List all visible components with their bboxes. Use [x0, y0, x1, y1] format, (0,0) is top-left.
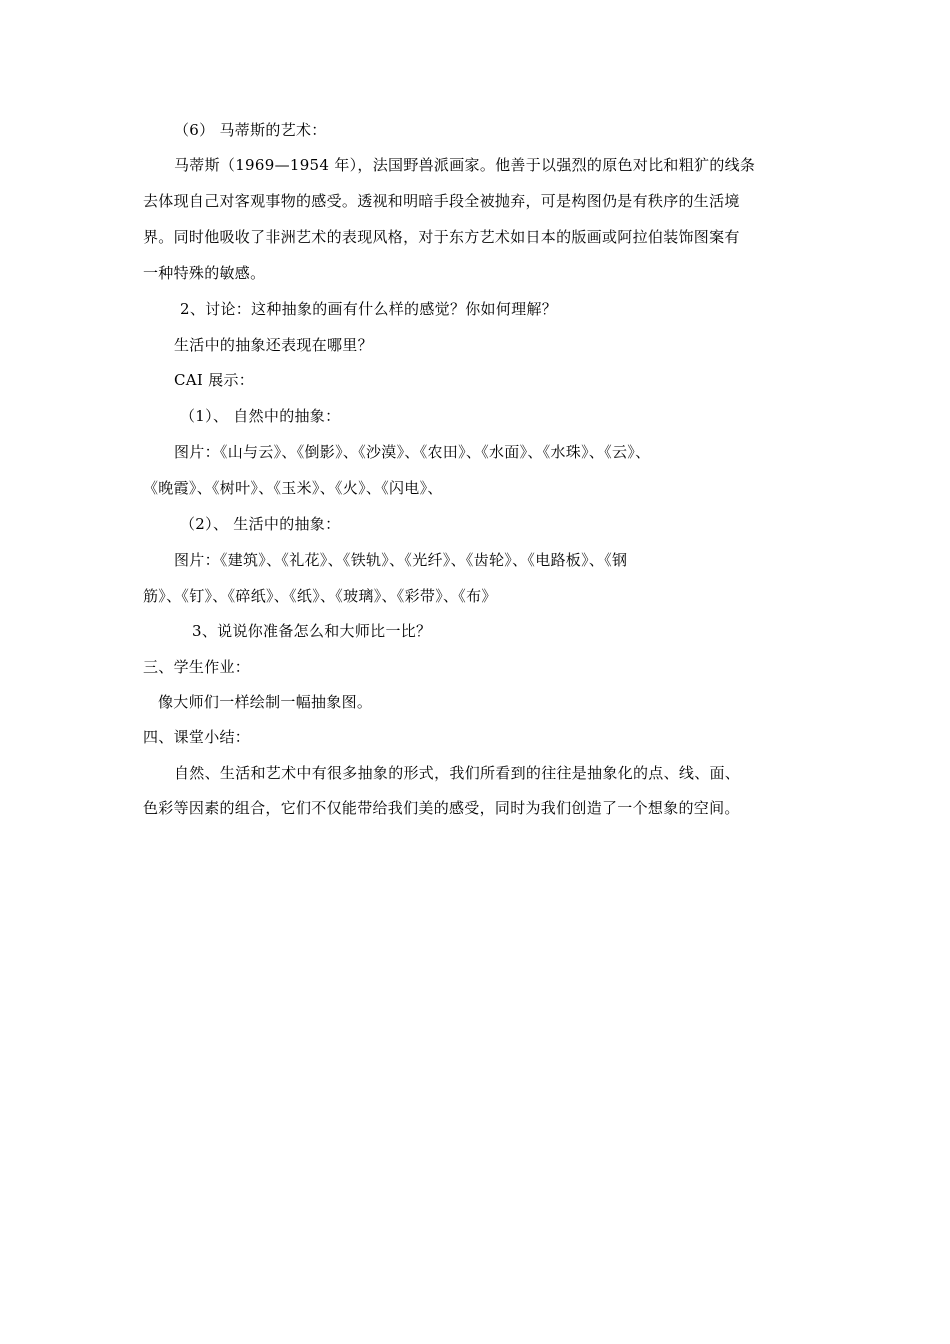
summary-line-1: 自然、生活和艺术中有很多抽象的形式，我们所看到的往往是抽象化的点、线、面、	[174, 764, 741, 782]
homework-text: 像大师们一样绘制一幅抽象图。	[158, 693, 373, 711]
discussion-item-3: 3、说说你准备怎么和大师比一比？	[192, 622, 432, 640]
nature-pictures-line-2: 《晚霞》、《树叶》、《玉米》、《火》、《闪电》、	[143, 479, 443, 497]
matisse-paragraph-line-2: 去体现自己对客观事物的感受。透视和明暗手段全被抛弃，可是构图仍是有秩序的生活境	[143, 192, 740, 210]
life-abstraction-heading: （2）、 生活中的抽象：	[180, 515, 341, 533]
discussion-question: 生活中的抽象还表现在哪里？	[174, 336, 373, 354]
nature-abstraction-heading: （1）、 自然中的抽象：	[180, 407, 341, 425]
summary-line-2: 色彩等因素的组合，它们不仅能带给我们美的感受，同时为我们创造了一个想象的空间。	[143, 799, 740, 817]
matisse-paragraph-line-1: 马蒂斯（1969—1954 年），法国野兽派画家。他善于以强烈的原色对比和粗犷的线条	[174, 156, 756, 174]
discussion-item-2: 2、讨论：这种抽象的画有什么样的感觉？你如何理解？	[180, 300, 558, 318]
matisse-paragraph-line-3: 界。同时他吸收了非洲艺术的表现风格，对于东方艺术如日本的版画或阿拉伯装饰图案有	[143, 228, 740, 246]
summary-heading: 四、课堂小结：	[143, 728, 251, 746]
homework-heading: 三、学生作业：	[143, 658, 251, 676]
life-pictures-line-1: 图片：《建筑》、《礼花》、《铁轨》、《光纤》、《齿轮》、《电路板》、《钢	[174, 551, 628, 569]
life-pictures-line-2: 筋》、《钉》、《碎纸》、《纸》、《玻璃》、《彩带》、《布》	[143, 587, 497, 605]
matisse-heading: （6） 马蒂斯的艺术：	[174, 121, 327, 139]
cai-label: CAI 展示：	[174, 371, 255, 389]
nature-pictures-line-1: 图片：《山与云》、《倒影》、《沙漠》、《农田》、《水面》、《水珠》、《云》、	[174, 443, 651, 461]
matisse-paragraph-line-4: 一种特殊的敏感。	[143, 264, 266, 282]
